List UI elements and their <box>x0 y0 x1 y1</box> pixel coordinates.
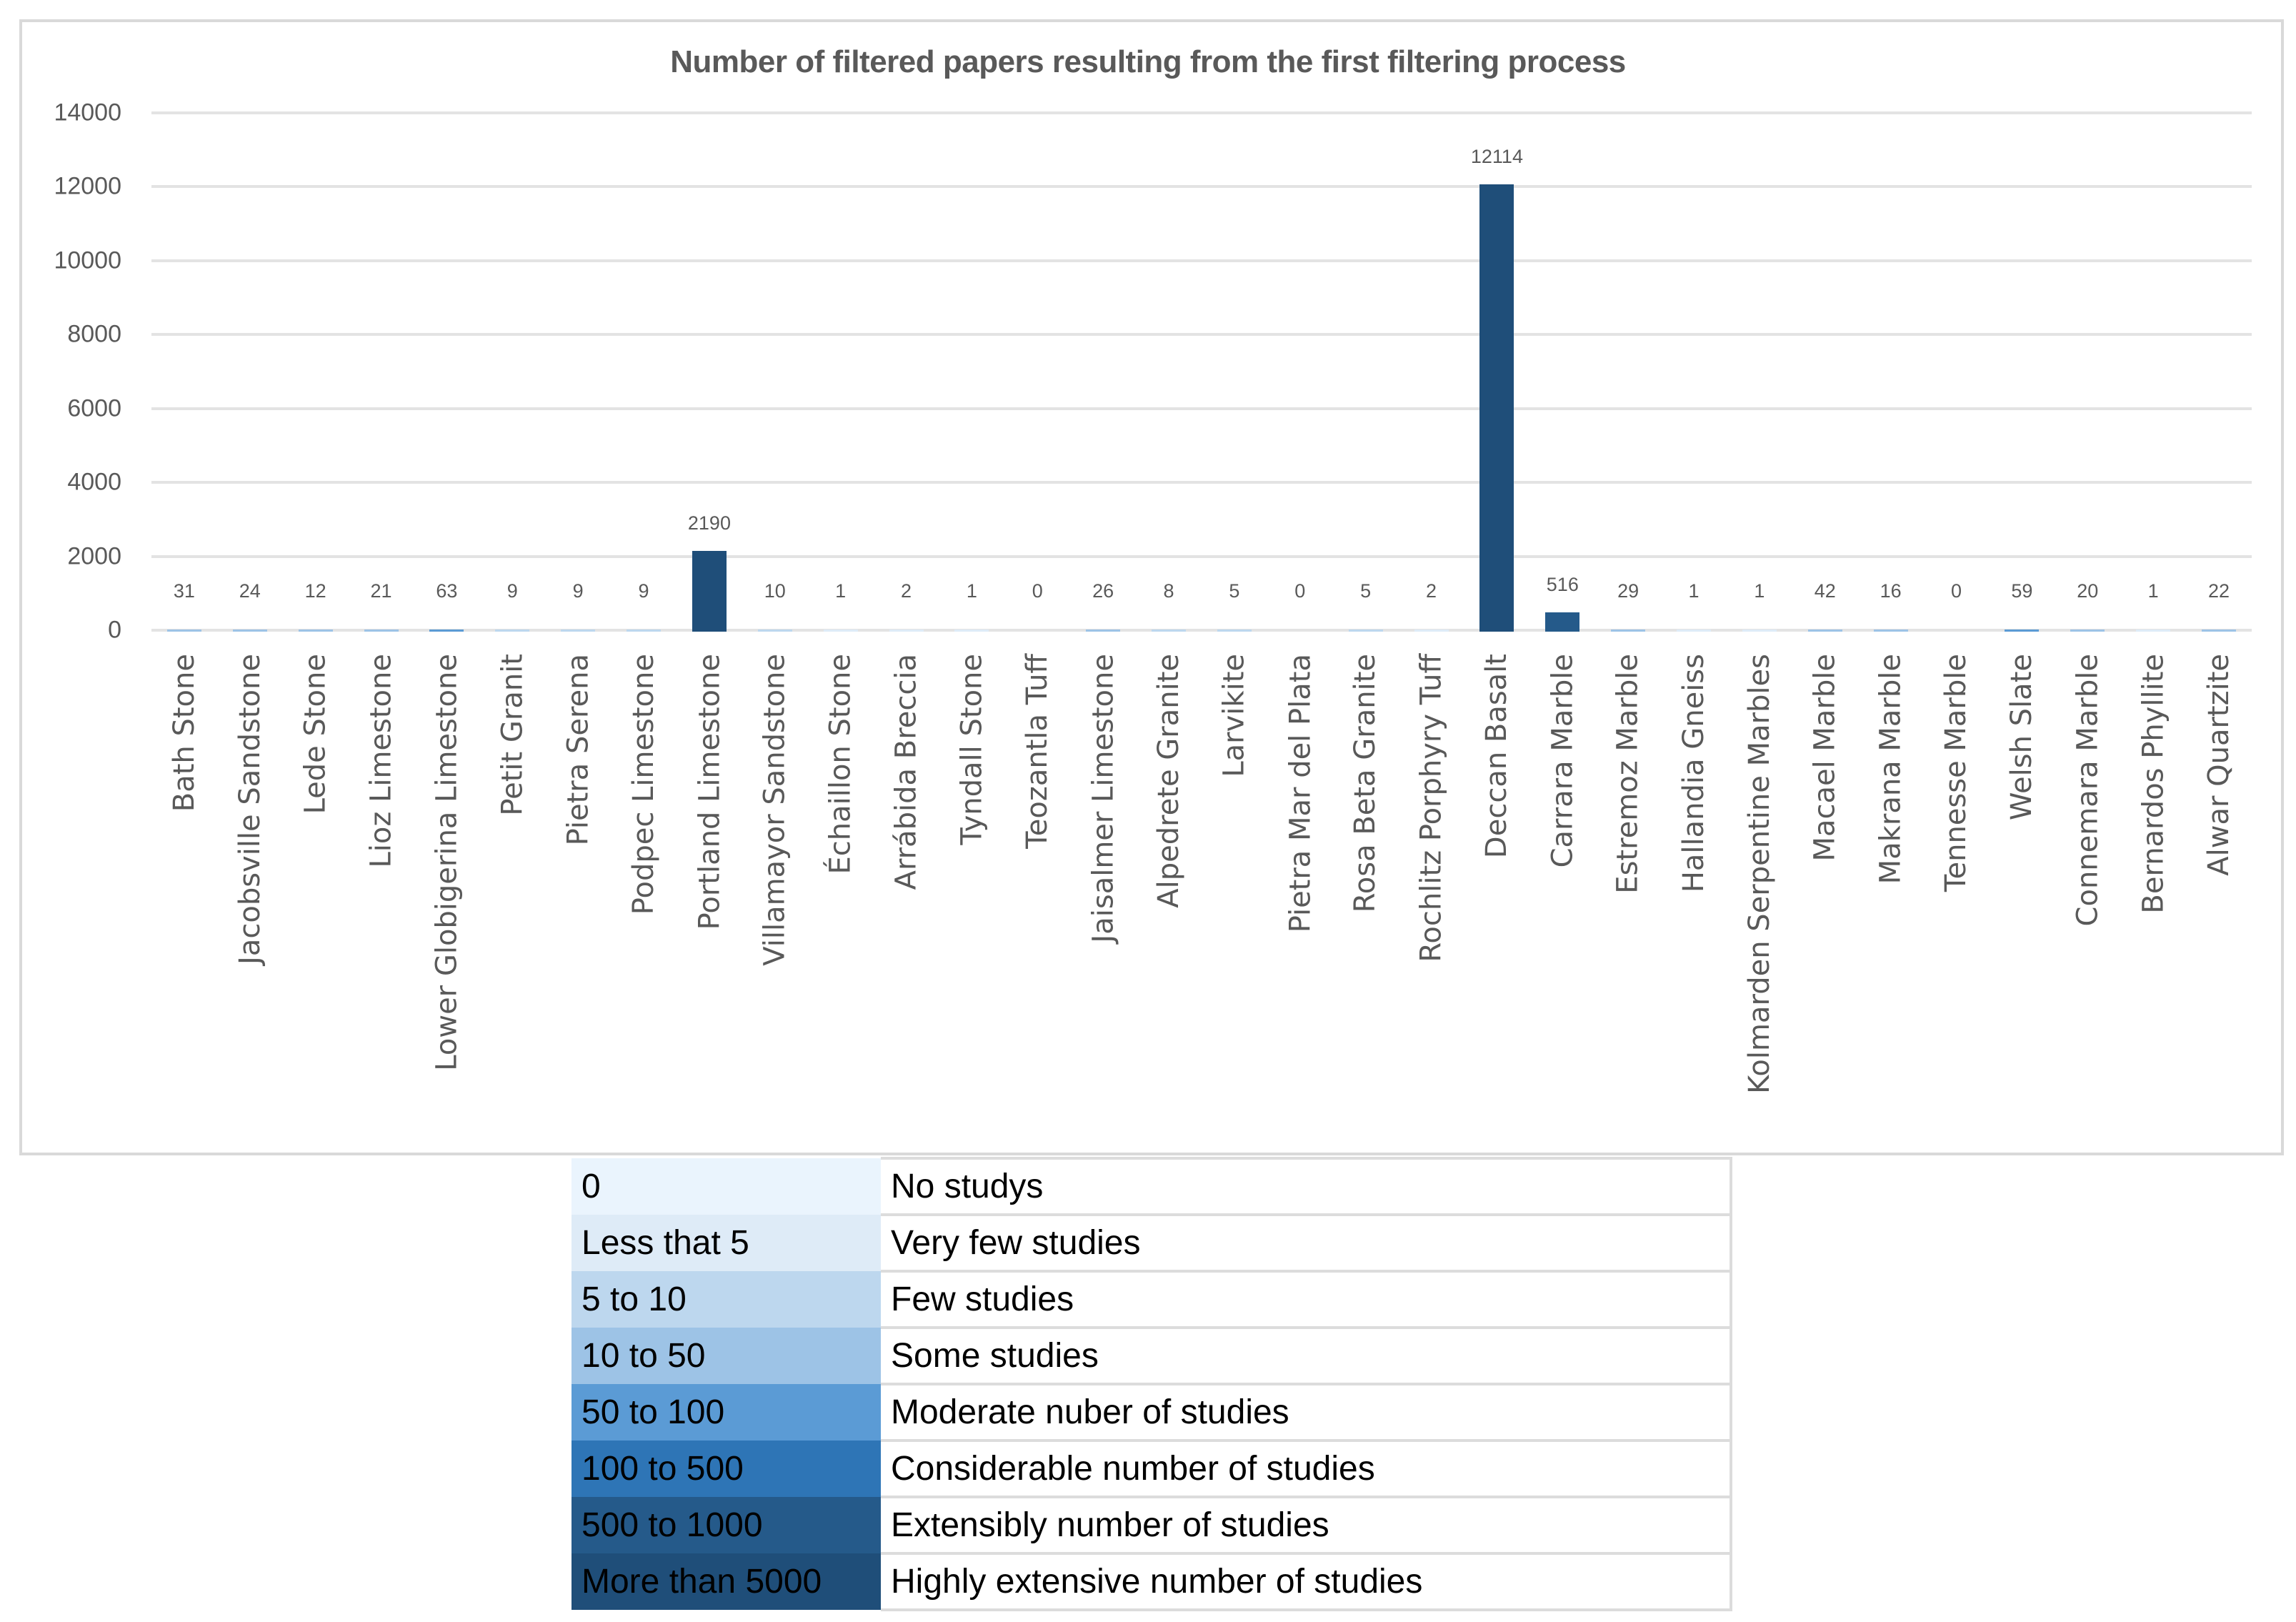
legend-range-cell: More than 5000 <box>571 1553 881 1610</box>
data-label: 21 <box>370 580 392 602</box>
x-tick-label: Lioz Limestone <box>364 654 398 868</box>
data-label: 12 <box>304 580 326 602</box>
bar <box>1152 630 1186 632</box>
bar <box>364 630 399 632</box>
bar <box>167 630 201 632</box>
legend-range-cell: 100 to 500 <box>571 1441 881 1497</box>
bar <box>2136 630 2170 632</box>
legend-description-cell: Some studies <box>881 1328 1731 1384</box>
color-scale-legend-table <box>571 1157 1732 1611</box>
data-label: 1 <box>2147 580 2159 602</box>
data-label: 8 <box>1163 580 1174 602</box>
legend-description-cell: Considerable number of studies <box>881 1441 1731 1497</box>
data-label: 2 <box>901 580 912 602</box>
legend-description-cell: Very few studies <box>881 1215 1731 1271</box>
gridline <box>151 111 2252 114</box>
data-label: 0 <box>1951 580 1962 602</box>
legend-row <box>571 1215 1731 1271</box>
data-label: 26 <box>1092 580 1114 602</box>
x-tick-label: Bernardos Phyllite <box>2137 654 2170 914</box>
x-tick-label: Bath Stone <box>167 654 201 812</box>
x-tick-label: Lower Globigerina Limestone <box>430 654 464 1071</box>
legend-row <box>571 1328 1731 1384</box>
data-label: 0 <box>1032 580 1043 602</box>
legend-row <box>571 1271 1731 1328</box>
x-tick-label: Alpedrete Granite <box>1152 654 1186 908</box>
x-tick-label: Alwar Quartzite <box>2202 654 2236 876</box>
y-tick-label: 8000 <box>67 320 121 348</box>
x-tick-label: Jacobsville Sandstone <box>233 654 266 965</box>
bar <box>954 630 989 632</box>
y-tick-label: 12000 <box>54 172 121 200</box>
x-tick-label: Kolmarden Serpentine Marbles <box>1742 654 1776 1094</box>
data-label: 1 <box>966 580 977 602</box>
y-tick-label: 10000 <box>54 247 121 274</box>
x-tick-label: Carrara Marble <box>1546 654 1579 868</box>
bar <box>561 630 595 632</box>
x-tick-label: Pietra Mar del Plata <box>1283 654 1317 933</box>
x-tick-label: Portland Limestone <box>692 654 726 930</box>
gridline <box>151 407 2252 410</box>
data-label: 9 <box>506 580 518 602</box>
bar <box>429 630 464 632</box>
bar <box>495 630 529 632</box>
plot-area <box>54 99 2252 644</box>
x-tick-label: Macael Marble <box>1808 654 1842 862</box>
legend-description-cell: No studys <box>881 1158 1731 1215</box>
bar <box>1349 630 1383 632</box>
legend-row <box>571 1441 1731 1497</box>
legend-range-cell: 500 to 1000 <box>571 1497 881 1553</box>
x-tick-label: Welsh Slate <box>2005 654 2039 821</box>
legend-description-cell: Highly extensive number of studies <box>881 1553 1731 1610</box>
x-tick-label: Lede Stone <box>299 654 332 815</box>
legend-row <box>571 1497 1731 1553</box>
bar <box>233 630 267 632</box>
data-label: 9 <box>572 580 584 602</box>
legend-range-cell: 50 to 100 <box>571 1384 881 1441</box>
data-label: 42 <box>1814 580 1836 602</box>
legend-range-cell: 0 <box>571 1158 881 1215</box>
x-tick-label: Tennesse Marble <box>1940 654 1973 892</box>
x-tick-label: Villamayor Sandstone <box>758 654 792 966</box>
data-label: 59 <box>2011 580 2033 602</box>
data-label: 10 <box>764 580 786 602</box>
gridline <box>151 333 2252 336</box>
y-tick-label: 6000 <box>67 394 121 422</box>
x-tick-label: Deccan Basalt <box>1480 654 1514 859</box>
x-tick-label: Pietra Serena <box>561 654 595 846</box>
bar <box>627 630 661 632</box>
x-tick-label: Rochlitz Porphyry Tuff <box>1414 654 1448 962</box>
legend-range-cell: Less that 5 <box>571 1215 881 1271</box>
x-tick-label: Rosa Beta Granite <box>1349 654 1382 913</box>
bar <box>1874 630 1908 632</box>
legend-range-cell: 10 to 50 <box>571 1328 881 1384</box>
chart-title: Number of filtered papers resulting from the first filtering process <box>670 44 1626 79</box>
data-label: 516 <box>1546 574 1579 596</box>
bar <box>1611 630 1645 632</box>
data-label: 29 <box>1617 580 1639 602</box>
legend-range-cell: 5 to 10 <box>571 1271 881 1328</box>
data-label: 1 <box>1688 580 1699 602</box>
bar <box>1479 184 1514 632</box>
y-tick-label: 2000 <box>67 542 121 570</box>
bar <box>889 630 924 632</box>
x-tick-label: Larvikite <box>1217 654 1251 777</box>
data-label: 0 <box>1294 580 1306 602</box>
gridline <box>151 259 2252 262</box>
data-label: 9 <box>638 580 649 602</box>
x-tick-label: Podpec Limestone <box>627 654 661 915</box>
data-label: 12114 <box>1470 145 1523 167</box>
x-tick-label: Makrana Marble <box>1874 654 1907 885</box>
x-tick-label: Teozantla Tuff <box>1021 654 1054 849</box>
x-tick-label: Petit Granit <box>496 654 529 816</box>
data-label: 24 <box>239 580 261 602</box>
legend-description-cell: Few studies <box>881 1271 1731 1328</box>
bar <box>692 551 727 632</box>
data-label: 22 <box>2208 580 2230 602</box>
y-tick-label: 0 <box>108 616 121 644</box>
bar <box>2070 630 2105 632</box>
data-label: 31 <box>173 580 195 602</box>
x-tick-label: Estremoz Marble <box>1612 654 1645 894</box>
bar <box>1742 630 1777 632</box>
bar <box>1677 630 1711 632</box>
gridline <box>151 629 2252 632</box>
bar <box>299 630 333 632</box>
x-tick-label: Échaillon Stone <box>824 654 857 875</box>
data-label: 1 <box>1754 580 1765 602</box>
legend-row <box>571 1158 1731 1215</box>
legend-row <box>571 1384 1731 1441</box>
data-label: 5 <box>1360 580 1372 602</box>
bar <box>1414 630 1449 632</box>
data-label: 2190 <box>687 512 731 534</box>
bar <box>1086 630 1120 632</box>
x-tick-label: Hallandia Gneiss <box>1677 654 1711 893</box>
bar <box>1808 630 1842 632</box>
x-tick-label: Jaisalmer Limestone <box>1087 654 1120 943</box>
data-label: 2 <box>1426 580 1437 602</box>
data-label: 20 <box>2077 580 2099 602</box>
bar <box>1545 612 1579 632</box>
legend-description-cell: Extensibly number of studies <box>881 1497 1731 1553</box>
data-label: 1 <box>835 580 847 602</box>
x-tick-label: Arrábida Breccia <box>889 654 923 890</box>
bar <box>824 630 858 632</box>
bar <box>758 630 792 632</box>
gridline <box>151 185 2252 188</box>
y-tick-label: 14000 <box>54 99 121 126</box>
gridline <box>151 555 2252 558</box>
y-tick-label: 4000 <box>67 468 121 496</box>
gridline <box>151 481 2252 484</box>
bar <box>2005 630 2039 632</box>
x-tick-label: Connemara Marble <box>2071 654 2105 927</box>
x-tick-label: Tyndall Stone <box>955 654 989 845</box>
bar <box>2202 630 2236 632</box>
data-label: 5 <box>1229 580 1240 602</box>
legend-row <box>571 1553 1731 1610</box>
bar <box>1217 630 1252 632</box>
data-label: 63 <box>436 580 458 602</box>
legend-description-cell: Moderate nuber of studies <box>881 1384 1731 1441</box>
data-label: 16 <box>1880 580 1902 602</box>
